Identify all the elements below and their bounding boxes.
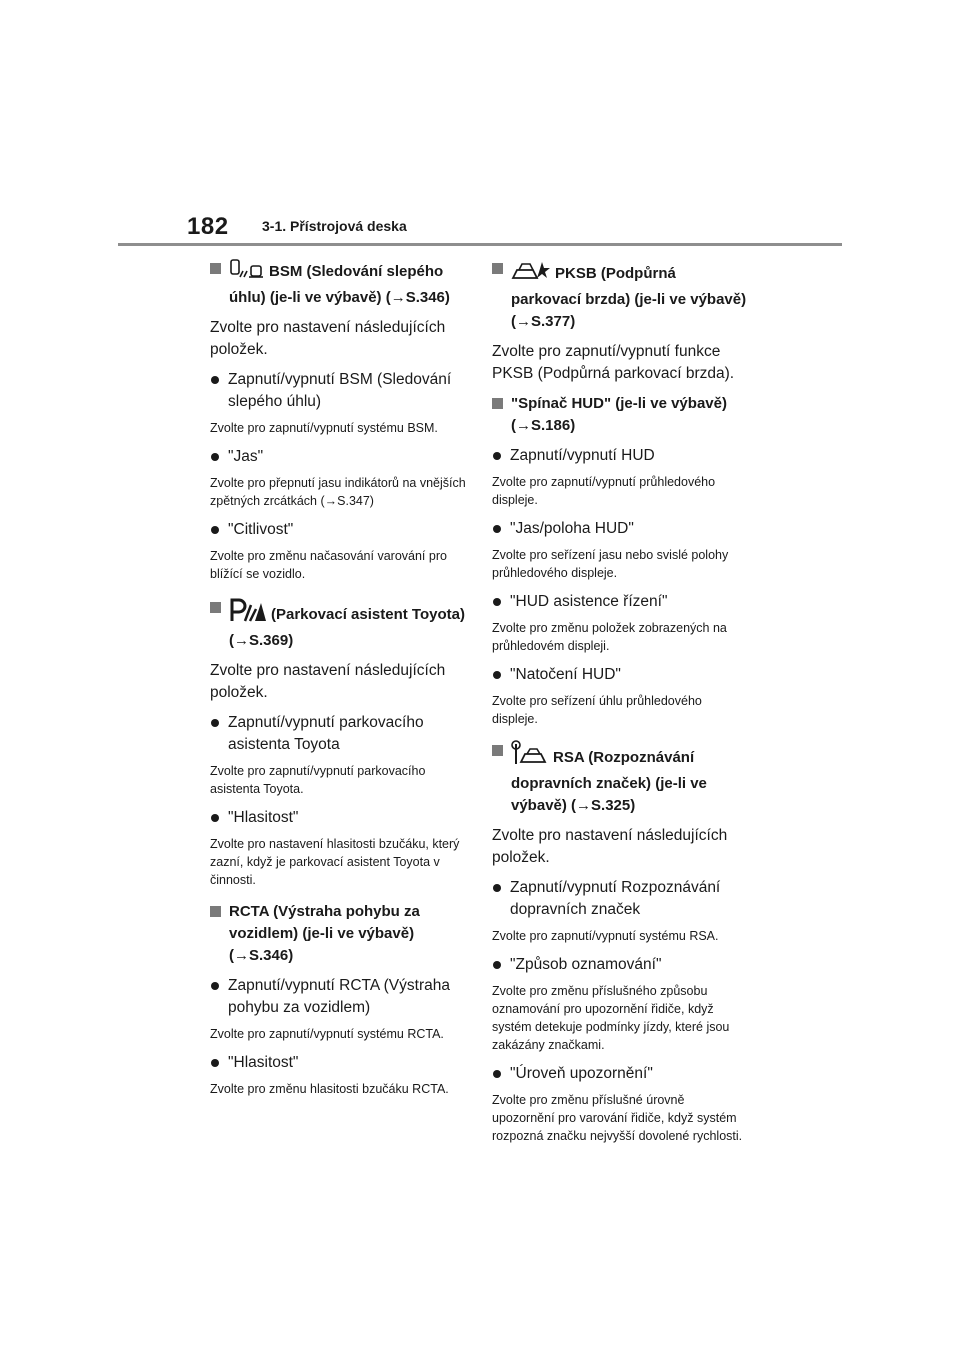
item-label: "Způsob oznamování"	[510, 956, 662, 973]
item-desc: Zvolte pro zapnutí/vypnutí systému RSA.	[492, 929, 719, 943]
section-square-icon	[492, 263, 503, 274]
bsm-heading-text: BSM (Sledování slepého úhlu) (je-li ve výbavě) (→S.346)	[229, 263, 450, 306]
item-label: Zapnutí/vypnutí BSM (Sledování slepého úhlu)	[228, 371, 452, 410]
item-desc: Zvolte pro změnu hlasitosti bzučáku RCTA.	[210, 1082, 449, 1096]
section-square-icon	[492, 745, 503, 756]
item-desc: Zvolte pro zapnutí/vypnutí systému BSM.	[210, 421, 438, 435]
item-label: Zapnutí/vypnutí Rozpoznávání dopravních značek	[510, 879, 721, 918]
bullet-icon	[211, 814, 219, 822]
section-square-icon	[492, 398, 503, 409]
bullet-icon	[493, 1070, 501, 1078]
item-label: "Citlivost"	[228, 521, 294, 538]
item-desc: Zvolte pro změnu načasování varování pro blížící se vozidlo.	[210, 549, 447, 581]
item-desc: Zvolte pro změnu příslušného způsobu oznamování pro upozornění řidiče, když systém detekuje podmínky jízdy, které jsou zakázány značkami.	[492, 984, 730, 1052]
item-desc: Zvolte pro seřízení jasu nebo svislé polohy průhledového displeje.	[492, 548, 729, 580]
bullet-icon	[493, 961, 501, 969]
left-column	[210, 258, 468, 1107]
bsm-intro: Zvolte pro nastavení následujících položek.	[210, 319, 446, 358]
item-desc: Zvolte pro nastavení hlasitosti bzučáku, který zazní, když je parkovací asistent Toyota v činnosti.	[210, 837, 460, 887]
rcta-heading-text: RCTA (Výstraha pohybu za vozidlem) (je-li ve výbavě) (→S.346)	[229, 903, 420, 964]
list-item	[210, 446, 468, 468]
list-item	[210, 807, 468, 829]
bsm-icon	[229, 258, 265, 287]
bullet-icon	[493, 598, 501, 606]
hud-heading-text: "Spínač HUD" (je-li ve výbavě) (→S.186)	[511, 395, 727, 434]
list-item	[492, 518, 750, 540]
bullet-icon	[211, 526, 219, 534]
item-desc: Zvolte pro změnu příslušné úrovně upozornění pro varování řidiče, když systém rozpozná značku nejvyšší dovolené rychlosti.	[492, 1093, 743, 1143]
item-label: "Jas/poloha HUD"	[510, 520, 634, 537]
item-desc: Zvolte pro zapnutí/vypnutí průhledového displeje.	[492, 475, 716, 507]
item-label: "Úroveň upozornění"	[510, 1065, 653, 1082]
rsa-icon	[511, 740, 549, 773]
list-item	[492, 445, 750, 467]
list-item	[210, 369, 468, 413]
park-heading	[210, 597, 468, 652]
list-item	[210, 712, 468, 756]
bsm-heading	[210, 258, 468, 309]
item-desc: Zvolte pro přepnutí jasu indikátorů na vnějších zpětných zrcátkách (→S.347)	[210, 476, 466, 508]
list-item	[492, 591, 750, 613]
park-intro: Zvolte pro nastavení následujících položek.	[210, 662, 446, 701]
list-item	[492, 1063, 750, 1085]
item-label: Zapnutí/vypnutí parkovacího asistenta Toyota	[228, 714, 424, 753]
bullet-icon	[493, 884, 501, 892]
bullet-icon	[493, 525, 501, 533]
item-label: "Hlasitost"	[228, 1054, 299, 1071]
list-item	[210, 975, 468, 1019]
bullet-icon	[493, 671, 501, 679]
item-desc: Zvolte pro zapnutí/vypnutí systému RCTA.	[210, 1027, 444, 1041]
item-desc: Zvolte pro seřízení úhlu průhledového displeje.	[492, 694, 702, 726]
item-label: "Hlasitost"	[228, 809, 299, 826]
list-item	[492, 877, 750, 921]
bullet-icon	[211, 719, 219, 727]
bullet-icon	[211, 982, 219, 990]
list-item	[210, 1052, 468, 1074]
item-label: Zapnutí/vypnutí HUD	[510, 447, 655, 464]
section-square-icon	[210, 602, 221, 613]
bullet-icon	[211, 376, 219, 384]
rcta-heading	[210, 901, 468, 967]
section-title: 3-1. Přístrojová deska	[262, 218, 407, 234]
item-desc: Zvolte pro zapnutí/vypnutí parkovacího asistenta Toyota.	[210, 764, 426, 796]
pksb-icon	[511, 258, 551, 289]
hud-heading	[492, 393, 750, 437]
bullet-icon	[211, 453, 219, 461]
parking-assist-icon	[229, 597, 267, 630]
page-number: 182	[187, 213, 229, 240]
right-column	[492, 258, 750, 1154]
rsa-intro: Zvolte pro nastavení následujících položek.	[492, 827, 728, 866]
list-item	[210, 519, 468, 541]
page-header	[0, 0, 960, 250]
header-rule	[118, 243, 842, 246]
item-label: "Natočení HUD"	[510, 666, 621, 683]
item-label: "HUD asistence řízení"	[510, 593, 668, 610]
pksb-heading-text: PKSB (Podpůrná parkovací brzda) (je-li ve výbavě) (→S.377)	[511, 265, 747, 330]
list-item	[492, 954, 750, 976]
item-label: Zapnutí/vypnutí RCTA (Výstraha pohybu za vozidlem)	[228, 977, 450, 1016]
list-item	[492, 664, 750, 686]
park-heading-text: (Parkovací asistent Toyota) (→S.369)	[229, 606, 465, 649]
item-label: "Jas"	[228, 448, 264, 465]
item-desc: Zvolte pro změnu položek zobrazených na průhledovém displeji.	[492, 621, 727, 653]
bullet-icon	[211, 1059, 219, 1067]
pksb-heading	[492, 258, 750, 333]
pksb-intro: Zvolte pro zapnutí/vypnutí funkce PKSB (Podpůrná parkovací brzda).	[492, 343, 735, 382]
section-square-icon	[210, 906, 221, 917]
rsa-heading	[492, 740, 750, 817]
section-square-icon	[210, 263, 221, 274]
bullet-icon	[493, 452, 501, 460]
rsa-heading-text: RSA (Rozpoznávání dopravních značek) (je-li ve výbavě) (→S.325)	[511, 749, 707, 814]
